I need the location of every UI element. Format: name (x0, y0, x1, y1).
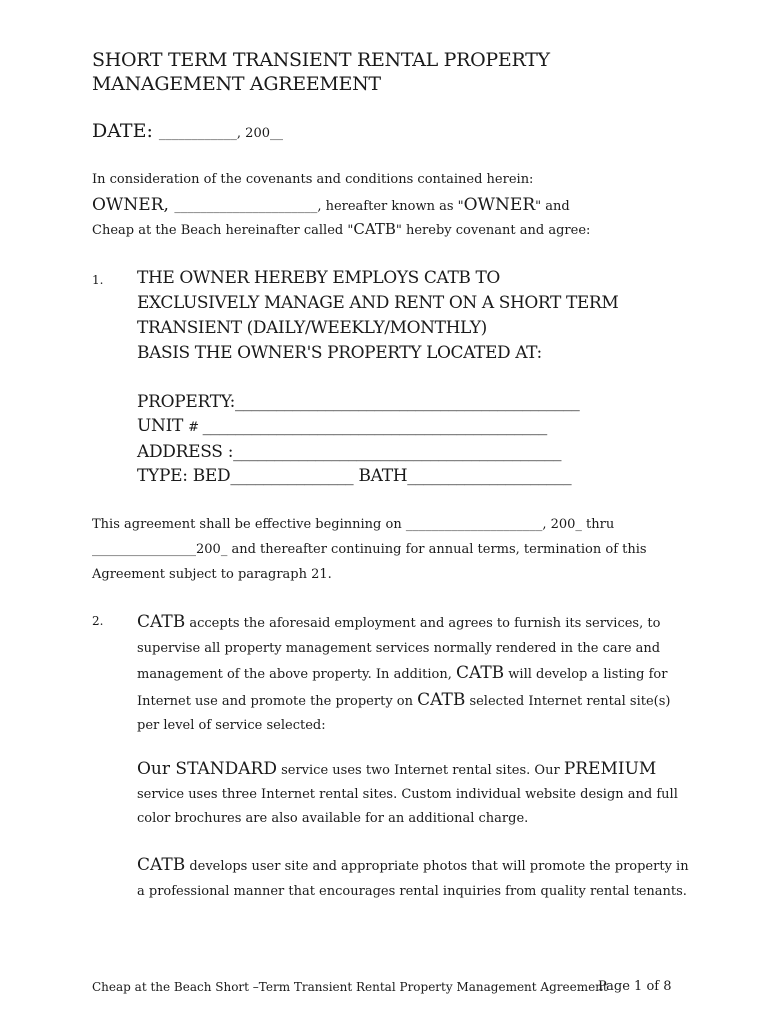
cheap-end: " hereby covenant and agree: (395, 223, 591, 238)
title-line-1: SHORT TERM TRANSIENT RENTAL PROPERTY (92, 49, 550, 71)
service-text: service uses two Internet rental sites. Our (276, 763, 564, 778)
service-levels-paragraph (137, 757, 678, 831)
our-text: Our (137, 759, 176, 779)
unit-field (137, 414, 579, 440)
effective-line: This agreement shall be effective beginning on _____________________, 200_ thru (92, 517, 615, 532)
develops-line (137, 853, 689, 879)
cheap-text: Cheap at the Beach hereinafter called " (92, 223, 354, 238)
section-2-text: will develop a listing for (504, 667, 668, 682)
property-fields (137, 390, 579, 488)
section-2-text: management of the above property. In addition, (137, 667, 456, 682)
owner-line (92, 195, 570, 215)
section-1-number: 1. (92, 273, 104, 287)
standard-word: STANDARD (175, 759, 277, 779)
page-number: Page 1 of 8 (598, 979, 672, 994)
section-1-line: EXCLUSIVELY MANAGE AND RENT ON A SHORT TERM (137, 293, 619, 313)
section-2-paragraph (137, 610, 670, 739)
date-label: DATE: (92, 120, 159, 142)
section-2-line (137, 610, 670, 637)
section-1-line: BASIS THE OWNER'S PROPERTY LOCATED AT: (137, 343, 542, 363)
title-line-2: MANAGEMENT AGREEMENT (92, 73, 381, 95)
effective-line: ________________200_ and thereafter continuing for annual terms, termination of this (92, 542, 647, 557)
section-2-text: accepts the aforesaid employment and agrees to furnish its services, to (185, 616, 661, 631)
section-2-text: Internet use and promote the property on (137, 693, 418, 709)
section-2-text: selected Internet rental site(s) (465, 693, 671, 709)
date-year: , 200__ (236, 126, 283, 141)
section-1-line: THE OWNER HEREBY EMPLOYS CATB TO (137, 268, 500, 288)
effective-line: Agreement subject to paragraph 21. (92, 567, 332, 582)
address-field: ADDRESS :________________________________________ (137, 442, 562, 462)
effective-paragraph (92, 512, 647, 587)
date-blank: ____________ (158, 126, 237, 141)
property-field: PROPERTY:__________________________________________ (137, 392, 580, 412)
unit-hash: # (188, 420, 203, 435)
owner-known-text: , hereafter known as " (317, 199, 464, 214)
service-line: service uses three Internet rental sites. Custom individual website design and full (137, 787, 678, 802)
develops-text: develops user site and appropriate photos that will promote the property in (185, 859, 689, 874)
footer-text: Cheap at the Beach Short –Term Transient Rental Property Management Agreement (92, 980, 608, 994)
owner-and: " and (535, 199, 570, 214)
premium-word: PREMIUM (563, 759, 657, 779)
catb-word: CATB (137, 855, 186, 875)
section-1-heading (137, 266, 618, 366)
service-line (137, 757, 678, 783)
cheap-line (92, 220, 590, 238)
owner-blank: ______________________ (174, 199, 318, 214)
section-2-number: 2. (92, 614, 104, 628)
document-title (92, 48, 550, 96)
consideration-text: In consideration of the covenants and conditions contained herein: (92, 172, 534, 187)
section-1-line: TRANSIENT (DAILY/WEEKLY/MONTHLY) (137, 318, 487, 338)
section-2-line: per level of service selected: (137, 718, 326, 733)
catb-word: CATB (137, 612, 186, 632)
develops-line: a professional manner that encourages rental inquiries from quality rental tenants. (137, 884, 687, 899)
catb-word: CATB (455, 663, 505, 683)
unit-label: UNIT (137, 416, 189, 436)
service-line: color brochures are also available for an additional charge. (137, 811, 529, 826)
unit-blank: __________________________________________ (202, 416, 548, 436)
section-2-line: supervise all property management services normally rendered in the care and (137, 640, 661, 656)
type-bed-bath-field: TYPE: BED_______________ BATH____________________ (137, 466, 572, 486)
owner-label: OWNER, (92, 195, 175, 215)
section-2-line (137, 688, 670, 715)
catb-word: CATB (353, 220, 396, 238)
owner-word: OWNER (463, 195, 536, 215)
catb-word: CATB (417, 689, 466, 710)
section-2-line (137, 661, 670, 688)
date-line (92, 120, 283, 142)
develops-paragraph (137, 853, 689, 904)
